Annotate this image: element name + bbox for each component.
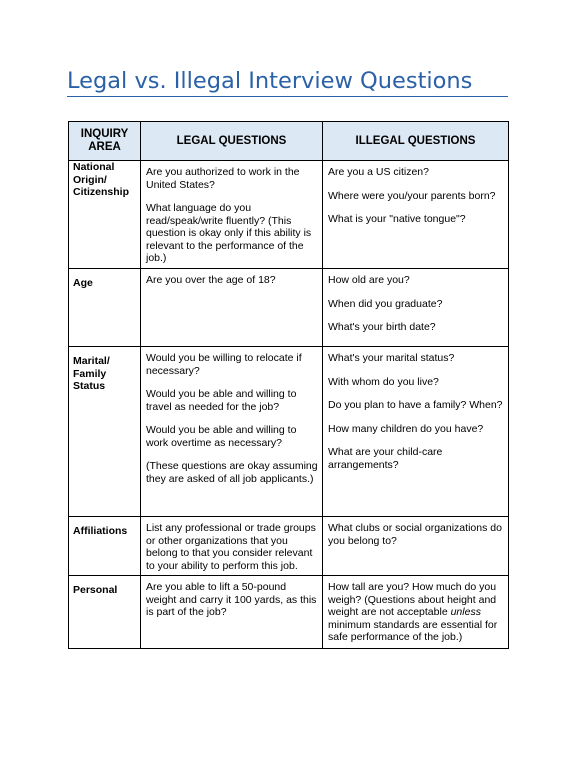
illegal-personal: [323, 576, 509, 649]
table-row-marital-family: [69, 347, 509, 517]
question-text: What are your child-care arrangements?: [328, 446, 443, 471]
area-affiliations: Affiliations: [69, 517, 141, 576]
interview-questions-table: [68, 121, 509, 649]
question-text: List any professional or trade groups or other organizations that you belong to that you consider relevant to your ability to perform this job.: [146, 522, 316, 572]
question-text: Would you be able and willing to travel as needed for the job?: [146, 388, 297, 413]
question-text: Would you be able and willing to work overtime as necessary?: [146, 424, 297, 449]
question-text: (These questions are okay assuming they are asked of all job applicants.): [146, 460, 318, 485]
legal-national-origin: [141, 161, 323, 269]
illegal-marital-family: [323, 347, 509, 517]
legal-marital-family: [141, 347, 323, 517]
area-national-origin: National Origin/ Citizenship: [69, 161, 141, 269]
title-underline: [67, 96, 508, 97]
area-personal: Personal: [69, 576, 141, 649]
question-text: With whom do you live?: [328, 375, 439, 388]
legal-affiliations: [141, 517, 323, 576]
area-marital-family: Marital/ Family Status: [69, 347, 141, 517]
question-text: What's your birth date?: [328, 321, 436, 333]
illegal-affiliations: [323, 517, 509, 576]
question-text: Are you able to lift a 50-pound weight and carry it 100 yards, as this is part of the job?: [146, 581, 317, 618]
question-text: Would you be willing to relocate if necessary?: [146, 352, 302, 377]
question-text: Are you a US citizen?: [328, 166, 429, 178]
question-text-after: minimum standards are essential for safe performance of the job.): [328, 618, 498, 643]
question-text: Are you over the age of 18?: [146, 274, 276, 286]
header-illegal-questions: ILLEGAL QUESTIONS: [323, 122, 509, 161]
illegal-age: [323, 269, 509, 347]
question-text: How old are you?: [328, 274, 410, 286]
question-text: How many children do you have?: [328, 422, 484, 435]
question-text: When did you graduate?: [328, 297, 443, 310]
area-age: Age: [69, 269, 141, 347]
question-text: Are you authorized to work in the United States?: [146, 166, 300, 191]
legal-personal: [141, 576, 323, 649]
question-text: Do you plan to have a family? When?: [328, 399, 503, 411]
header-legal-questions: LEGAL QUESTIONS: [141, 122, 323, 161]
table-row-national-origin: [69, 161, 509, 269]
question-text: [328, 581, 504, 644]
question-text: What is your "native tongue"?: [328, 213, 466, 225]
question-text: What clubs or social organizations do you belong to?: [328, 522, 502, 547]
question-text-before: How tall are you? How much do you weigh? (Questions about height and weight are not acceptable: [328, 581, 497, 618]
illegal-national-origin: [323, 161, 509, 269]
legal-age: [141, 269, 323, 347]
page-title: Legal vs. Illegal Interview Questions: [67, 68, 473, 94]
table-row-age: [69, 269, 509, 347]
table-header-row: [69, 122, 509, 161]
table-row-personal: [69, 576, 509, 649]
table-row-affiliations: [69, 517, 509, 576]
question-text: What's your marital status?: [328, 352, 455, 364]
question-text: Where were you/your parents born?: [328, 189, 496, 202]
header-inquiry-area: INQUIRY AREA: [69, 122, 141, 161]
question-text-emphasis: unless: [450, 606, 481, 618]
question-text: What language do you read/speak/write fluently? (This question is okay only if this ability is relevant to the performance of the job.): [146, 202, 312, 264]
